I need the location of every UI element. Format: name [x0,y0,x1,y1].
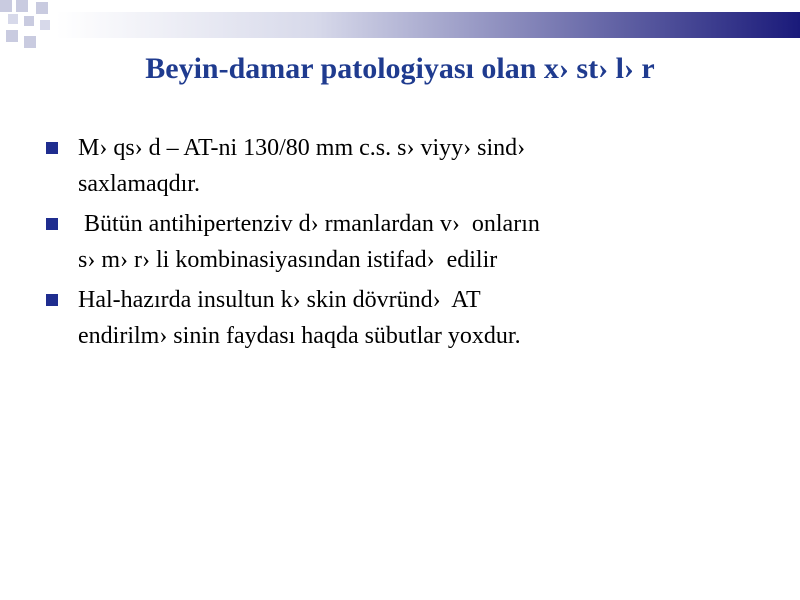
bullet-line: s› m› r› li kombinasiyasından istifad› edilir [78,247,498,273]
decor-square [24,16,34,26]
square-bullet-icon [46,218,58,230]
bullet-line: saxlamaqdır. [78,171,200,197]
square-bullet-icon [46,142,58,154]
decor-square [8,14,18,24]
square-bullet-icon [46,294,58,306]
slide-title: Beyin-damar patologiyası olan x› st› l› r [145,52,655,85]
bullet-list [46,130,726,358]
bullet-item [46,130,726,202]
corner-decoration [0,0,800,60]
bullet-item [46,282,726,354]
decor-square [16,0,28,12]
decor-square [40,20,50,30]
bullet-line: Bütün antihipertenziv d› rmanlardan v› onların [78,211,540,237]
header-gradient-bar [56,12,800,38]
bullet-line: M› qs› d – AT-ni 130/80 mm c.s. s› viyy› sind› [78,135,526,161]
bullet-item [46,206,726,278]
decor-square [6,30,18,42]
decor-square [36,2,48,14]
decor-square [24,36,36,48]
decor-square [0,0,12,12]
bullet-line: endirilm› sinin faydası haqda sübutlar yoxdur. [78,323,521,349]
bullet-line: Hal-hazırda insultun k› skin dövründ› AT [78,287,481,313]
